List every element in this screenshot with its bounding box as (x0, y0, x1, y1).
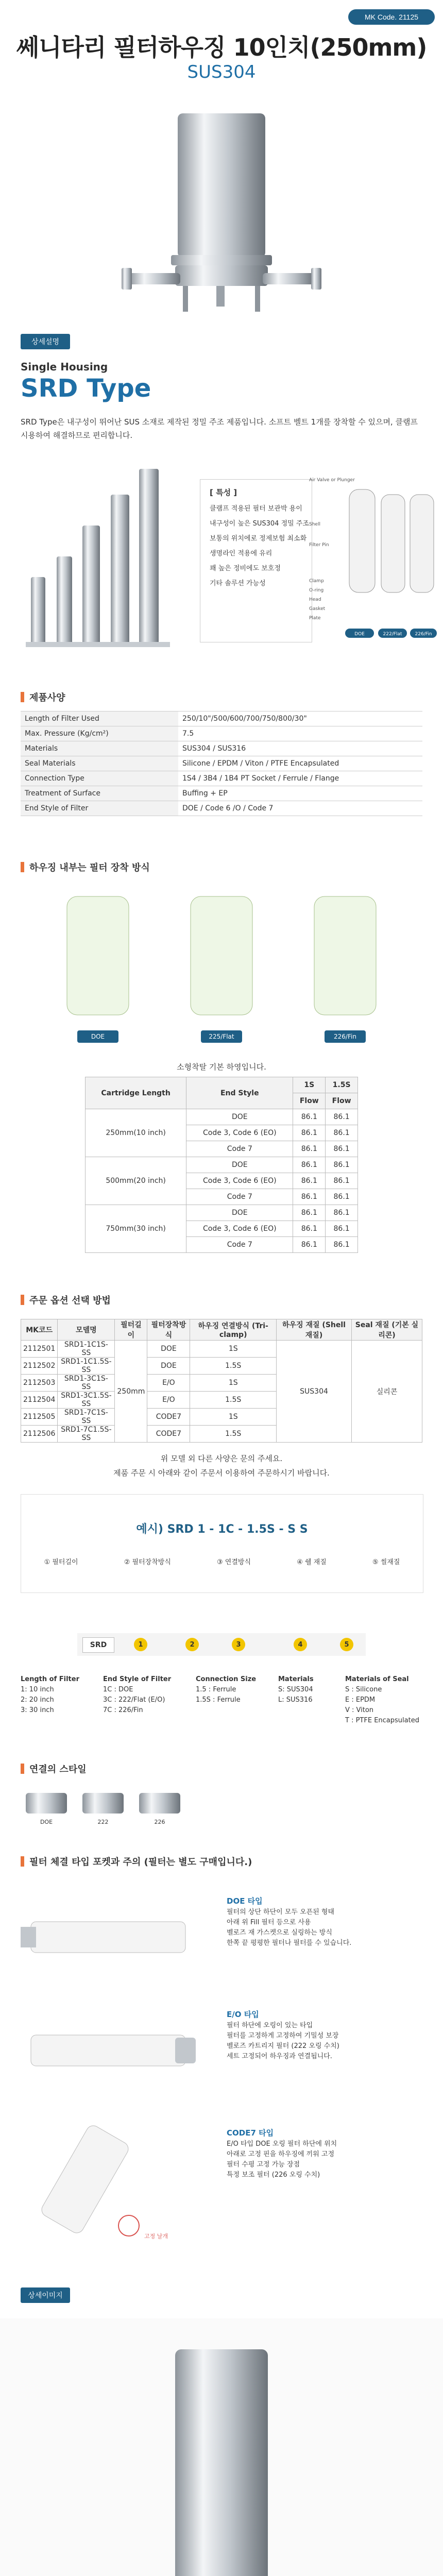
capacity-length: 500mm(20 inch) (86, 1157, 186, 1205)
capacity-header-row (86, 1077, 358, 1093)
order-col-item: S : Silicone (345, 1686, 382, 1693)
capacity-cell: 86.1 (326, 1173, 358, 1189)
order-cell: 1S (190, 1341, 277, 1358)
capacity-cell: 86.1 (326, 1141, 358, 1157)
capacity-cell: Code 7 (186, 1189, 293, 1205)
capacity-cell: 86.1 (293, 1237, 326, 1253)
order-length: 250mm (115, 1341, 147, 1443)
order-cell: 2112502 (21, 1358, 58, 1375)
capacity-cell: 86.1 (326, 1205, 358, 1221)
order-legend-item: ⑤ 씰재질 (372, 1558, 400, 1566)
feature-item: 클램프 적용된 필터 보관박 용이 (210, 505, 302, 513)
order-col-item: V : Viton (345, 1706, 374, 1714)
spec-key: Seal Materials (21, 756, 178, 771)
exploded-diagram (309, 474, 438, 649)
order-cell: 2112505 (21, 1409, 58, 1426)
order-warning-2: 제품 주문 시 아래와 같이 주문서 이용하여 주문하시기 바랍니다. (113, 1468, 330, 1478)
order-col-item: 7C : 226/Fin (103, 1706, 143, 1714)
capacity-cell: DOE (186, 1157, 293, 1173)
cartridge-heading (21, 1855, 252, 1868)
order-col-materials (278, 1674, 335, 1705)
order-prefix: SRD (82, 1637, 114, 1653)
spec-heading (21, 690, 65, 704)
order-heading (21, 1293, 111, 1307)
capacity-header: 1.5S (326, 1077, 358, 1093)
single-housing-label: Single Housing (21, 361, 108, 373)
order-cell: 1S (190, 1375, 277, 1392)
order-cell: 1.5S (190, 1392, 277, 1409)
order-cell: SRD1-7C1S-SS (58, 1409, 115, 1426)
spec-key: Materials (21, 741, 178, 756)
detail-images-tag: 상세이미지 (21, 2287, 70, 2303)
connection-label: 226 (154, 1819, 165, 1825)
cartridge-line: 필터 수평 고정 가능 장점 (227, 2161, 300, 2168)
connection-heading (21, 1762, 87, 1775)
capacity-cell: Code 7 (186, 1141, 293, 1157)
cartridge-line: 한쪽 끝 평평한 필터나 필터를 수 있습니다. (227, 1939, 352, 1947)
order-header-row (21, 1319, 422, 1341)
order-step-dot: 5 (340, 1638, 353, 1651)
order-col-title: Materials (278, 1675, 314, 1683)
order-cell: 2112503 (21, 1375, 58, 1392)
cartridge-line: 아래로 고정 핀을 하우징에 끼워 고정 (227, 2150, 335, 2158)
cartridge-line: 세트 고정되어 하우징과 연결됩니다. (227, 2053, 332, 2060)
diagram-variant: DOE (354, 632, 365, 637)
spec-row (21, 711, 422, 726)
order-cell: 2112504 (21, 1392, 58, 1409)
diagram-variant: 226/Fin (415, 632, 432, 637)
spec-value: DOE / Code 6 /O / Code 7 (178, 801, 422, 816)
capacity-subheader: Flow (326, 1093, 358, 1109)
capacity-cell: 86.1 (326, 1189, 358, 1205)
type-name: SRD Type (21, 374, 151, 403)
spec-value: SUS304 / SUS316 (178, 741, 422, 756)
feature-item: 기타 솔루션 가능성 (210, 580, 266, 587)
capacity-cell: Code 3, Code 6 (EO) (186, 1221, 293, 1237)
order-row (21, 1341, 422, 1358)
order-cell: CODE7 (147, 1426, 190, 1443)
order-cell: 1.5S (190, 1358, 277, 1375)
capacity-cell: 86.1 (293, 1109, 326, 1125)
order-step-dot: 2 (185, 1638, 199, 1651)
order-col-item: T : PTFE Encapsulated (345, 1717, 419, 1724)
spec-value: 1S4 / 3B4 / 1B4 PT Socket / Ferrule / Flange (178, 771, 422, 786)
diagram-label: Shell (309, 522, 320, 527)
spec-key: Length of Filter Used (21, 711, 178, 726)
cartridge-line: 벨로즈 재 가스켓으로 실링하는 방식 (227, 1929, 332, 1937)
description: SRD Type은 내구성이 뛰어난 SUS 소재로 제작된 정밀 주조 제품입니다. 소프트 벨트 1개를 장착할 수 있으며, 클램프 시용하여 해결하므로 편리합니다. (21, 417, 418, 440)
order-col-length (21, 1674, 98, 1716)
capacity-cell: Code 3, Code 6 (EO) (186, 1125, 293, 1141)
capacity-heading-text: 하우징 내부는 필터 장착 방식 (29, 862, 150, 873)
order-cell: E/O (147, 1375, 190, 1392)
spec-row (21, 771, 422, 786)
page-title: 쎄니타리 필터하우징 10인치(250mm) (16, 33, 427, 61)
order-warning-1: 위 모델 외 다른 사양은 문의 주세요. (160, 1454, 283, 1463)
capacity-cell: Code 3, Code 6 (EO) (186, 1173, 293, 1189)
capacity-heading (21, 860, 150, 874)
capacity-cell: Code 7 (186, 1237, 293, 1253)
capacity-cell: 86.1 (326, 1109, 358, 1125)
cartridge-doe-image (21, 1886, 216, 1989)
order-col-title: Materials of Seal (345, 1675, 409, 1683)
spec-key: Connection Type (21, 771, 178, 786)
capacity-cell: 86.1 (326, 1125, 358, 1141)
capacity-type-label: 225/Flat (209, 1033, 234, 1040)
order-step-dot: 3 (232, 1638, 245, 1651)
cartridge-line: 필터를 고정하게 고정하여 기밀성 보장 (227, 2032, 339, 2040)
connection-label: DOE (40, 1819, 53, 1825)
spec-value: 7.5 (178, 726, 422, 741)
order-material: SUS304 (277, 1341, 352, 1443)
order-col-item: L: SUS316 (278, 1696, 313, 1704)
order-cell: 1.5S (190, 1426, 277, 1443)
order-cell: DOE (147, 1358, 190, 1375)
spec-row (21, 726, 422, 741)
cartridge-line: E/O 타입 DOE 오링 필터 하단에 위치 (227, 2140, 337, 2148)
order-col-item: 1.5S : Ferrule (196, 1696, 241, 1704)
order-col-item: 1: 10 inch (21, 1686, 54, 1693)
connection-heading-text: 연결의 스타일 (29, 1764, 87, 1775)
capacity-cell: 86.1 (293, 1141, 326, 1157)
diagram-variant: 222/Flat (383, 632, 402, 637)
order-cell: CODE7 (147, 1409, 190, 1426)
order-legend-item: ① 필터길이 (44, 1558, 78, 1566)
order-cell: E/O (147, 1392, 190, 1409)
spec-value: Silicone / EPDM / Viton / PTFE Encapsulated (178, 756, 422, 771)
order-header: 하우징 연결방식 (Tri-clamp) (190, 1319, 277, 1341)
diagram-label: Air Valve or Plunger (309, 478, 355, 483)
order-col-item: 2: 20 inch (21, 1696, 54, 1704)
order-col-item: S: SUS304 (278, 1686, 313, 1693)
cartridge-title: E/O 타입 (227, 2010, 259, 2019)
order-header: MK코드 (21, 1319, 58, 1341)
cartridge-doe (227, 1896, 422, 1948)
spec-table (21, 711, 422, 816)
capacity-row (86, 1157, 358, 1173)
spec-row (21, 756, 422, 771)
feature-item: 꽤 높은 정비에도 보호정 (210, 565, 281, 572)
capacity-row (86, 1205, 358, 1221)
cartridge-title: CODE7 타입 (227, 2128, 274, 2138)
cartridge-line: 벨로즈 카트리지 필터 (222 오링 수치) (227, 2042, 339, 2050)
connection-style-images (21, 1783, 185, 1829)
order-cell: 2112506 (21, 1426, 58, 1443)
capacity-header: 1S (293, 1077, 326, 1093)
order-cell: SRD1-1C1.5S-SS (58, 1358, 115, 1375)
capacity-cell: DOE (186, 1109, 293, 1125)
product-lineup-image (21, 464, 191, 659)
capacity-type-label: 226/Fin (334, 1033, 356, 1040)
order-seal: 실리콘 (351, 1341, 422, 1443)
capacity-cell: 86.1 (293, 1205, 326, 1221)
capacity-cell: 86.1 (326, 1237, 358, 1253)
capacity-table (85, 1077, 358, 1253)
order-header: 모델명 (58, 1319, 115, 1341)
cartridge-line: 아래 위 Fill 필터 등으로 사용 (227, 1919, 311, 1926)
cartridge-heading-text: 필터 체결 타입 포켓과 주의 (필터는 별도 구매입니다.) (29, 1857, 252, 1868)
order-legend (21, 1556, 423, 1566)
order-col-seal (345, 1674, 433, 1726)
order-heading-text: 주문 옵션 선택 방법 (29, 1295, 111, 1306)
order-code-example: 예시) SRD 1 - 1C - 1.5S - S S (136, 1523, 308, 1536)
cartridge-code7 (227, 2128, 422, 2180)
code-badge: MK Code. 21125 (348, 9, 435, 25)
capacity-cell: 86.1 (293, 1173, 326, 1189)
order-cell: SRD1-3C1.5S-SS (58, 1392, 115, 1409)
capacity-housing-images (46, 886, 397, 1051)
capacity-header: End Style (186, 1077, 293, 1109)
spec-row (21, 741, 422, 756)
order-col-title: End Style of Filter (103, 1675, 172, 1683)
capacity-note: 소형착탈 기본 하영입니다. (177, 1062, 266, 1072)
order-cell: DOE (147, 1341, 190, 1358)
cartridge-line: 필터의 상단 하단이 모두 오픈된 형태 (227, 1908, 335, 1916)
spec-value: 250/10"/500/600/700/750/800/30" (178, 711, 422, 726)
detail-section-tag: 상세설명 (21, 334, 70, 349)
order-header: 필터장착방식 (147, 1319, 190, 1341)
capacity-cell: 86.1 (293, 1157, 326, 1173)
order-legend-item: ③ 연결방식 (217, 1558, 251, 1566)
diagram-label: Gasket (309, 606, 326, 612)
order-diagram-bar (77, 1633, 366, 1656)
cartridge-code7-image (21, 2112, 216, 2246)
hero-product-image (0, 93, 443, 319)
detail-images (0, 2318, 443, 2576)
order-legend-item: ④ 쉘 재질 (297, 1558, 327, 1566)
spec-key: Treatment of Surface (21, 786, 178, 801)
diagram-label: Filter Pin (309, 543, 329, 548)
order-cell: SRD1-3C1S-SS (58, 1375, 115, 1392)
capacity-cell: 86.1 (326, 1221, 358, 1237)
capacity-type-label: DOE (91, 1033, 105, 1040)
order-col-title: Length of Filter (21, 1675, 80, 1683)
order-legend-item: ② 필터장착방식 (124, 1558, 171, 1566)
feature-item: 보통의 위치에로 정제보험 최소화 (210, 535, 307, 543)
order-col-endstyle (103, 1674, 185, 1716)
spec-key: Max. Pressure (Kg/cm²) (21, 726, 178, 741)
diagram-label: O-ring (309, 588, 324, 593)
order-code-box (21, 1494, 423, 1593)
cartridge-eo-image (21, 1999, 216, 2102)
order-header: Seal 재질 (기본 실리콘) (351, 1319, 422, 1341)
connection-label: 222 (97, 1819, 109, 1825)
order-cell: 2112501 (21, 1341, 58, 1358)
cartridge-eo (227, 2009, 422, 2062)
spec-value: Buffing + EP (178, 786, 422, 801)
capacity-cell: DOE (186, 1205, 293, 1221)
diagram-label: Clamp (309, 579, 324, 584)
order-col-connection (196, 1674, 268, 1705)
diagram-label: Plate (309, 616, 321, 621)
spec-row (21, 801, 422, 816)
capacity-cell: 86.1 (293, 1221, 326, 1237)
diagram-label: Head (309, 597, 321, 602)
page-subtitle: SUS304 (187, 62, 256, 82)
order-cell: SRD1-7C1.5S-SS (58, 1426, 115, 1443)
capacity-row (86, 1109, 358, 1125)
order-header: 하우징 재질 (Shell 재질) (277, 1319, 352, 1341)
feature-item: 생명라인 적용에 유리 (210, 550, 272, 557)
order-step-dot: 4 (294, 1638, 307, 1651)
order-col-item: 1.5 : Ferrule (196, 1686, 236, 1693)
capacity-cell: 86.1 (293, 1125, 326, 1141)
features-box (200, 479, 312, 642)
capacity-length: 750mm(30 inch) (86, 1205, 186, 1253)
cartridge-accent-label: 고정 날개 (144, 2233, 168, 2240)
order-step-dot: 1 (134, 1638, 147, 1651)
cartridge-line: 필터 하단에 오링이 있는 타입 (227, 2022, 313, 2029)
feature-item: 내구성이 높은 SUS304 정밀 주조 (210, 520, 309, 528)
order-col-item: 1C : DOE (103, 1686, 133, 1693)
order-col-item: E : EPDM (345, 1696, 376, 1704)
capacity-cell: 86.1 (326, 1157, 358, 1173)
cartridge-title: DOE 타입 (227, 1896, 263, 1906)
capacity-length: 250mm(10 inch) (86, 1109, 186, 1157)
order-col-item: 3: 30 inch (21, 1706, 54, 1714)
spec-heading-text: 제품사양 (29, 692, 65, 703)
spec-row (21, 786, 422, 801)
features-title: [ 특성 ] (210, 488, 237, 497)
order-cell: 1S (190, 1409, 277, 1426)
order-col-item: 3C : 222/Flat (E/O) (103, 1696, 165, 1704)
capacity-cell: 86.1 (293, 1189, 326, 1205)
cartridge-line: 특정 보조 필터 (226 오링 수치) (227, 2171, 320, 2179)
order-header: 필터길이 (115, 1319, 147, 1341)
capacity-header: Cartridge Length (86, 1077, 186, 1109)
spec-key: End Style of Filter (21, 801, 178, 816)
order-cell: SRD1-1C1S-SS (58, 1341, 115, 1358)
order-table (21, 1319, 422, 1443)
order-col-title: Connection Size (196, 1675, 257, 1683)
capacity-subheader: Flow (293, 1093, 326, 1109)
